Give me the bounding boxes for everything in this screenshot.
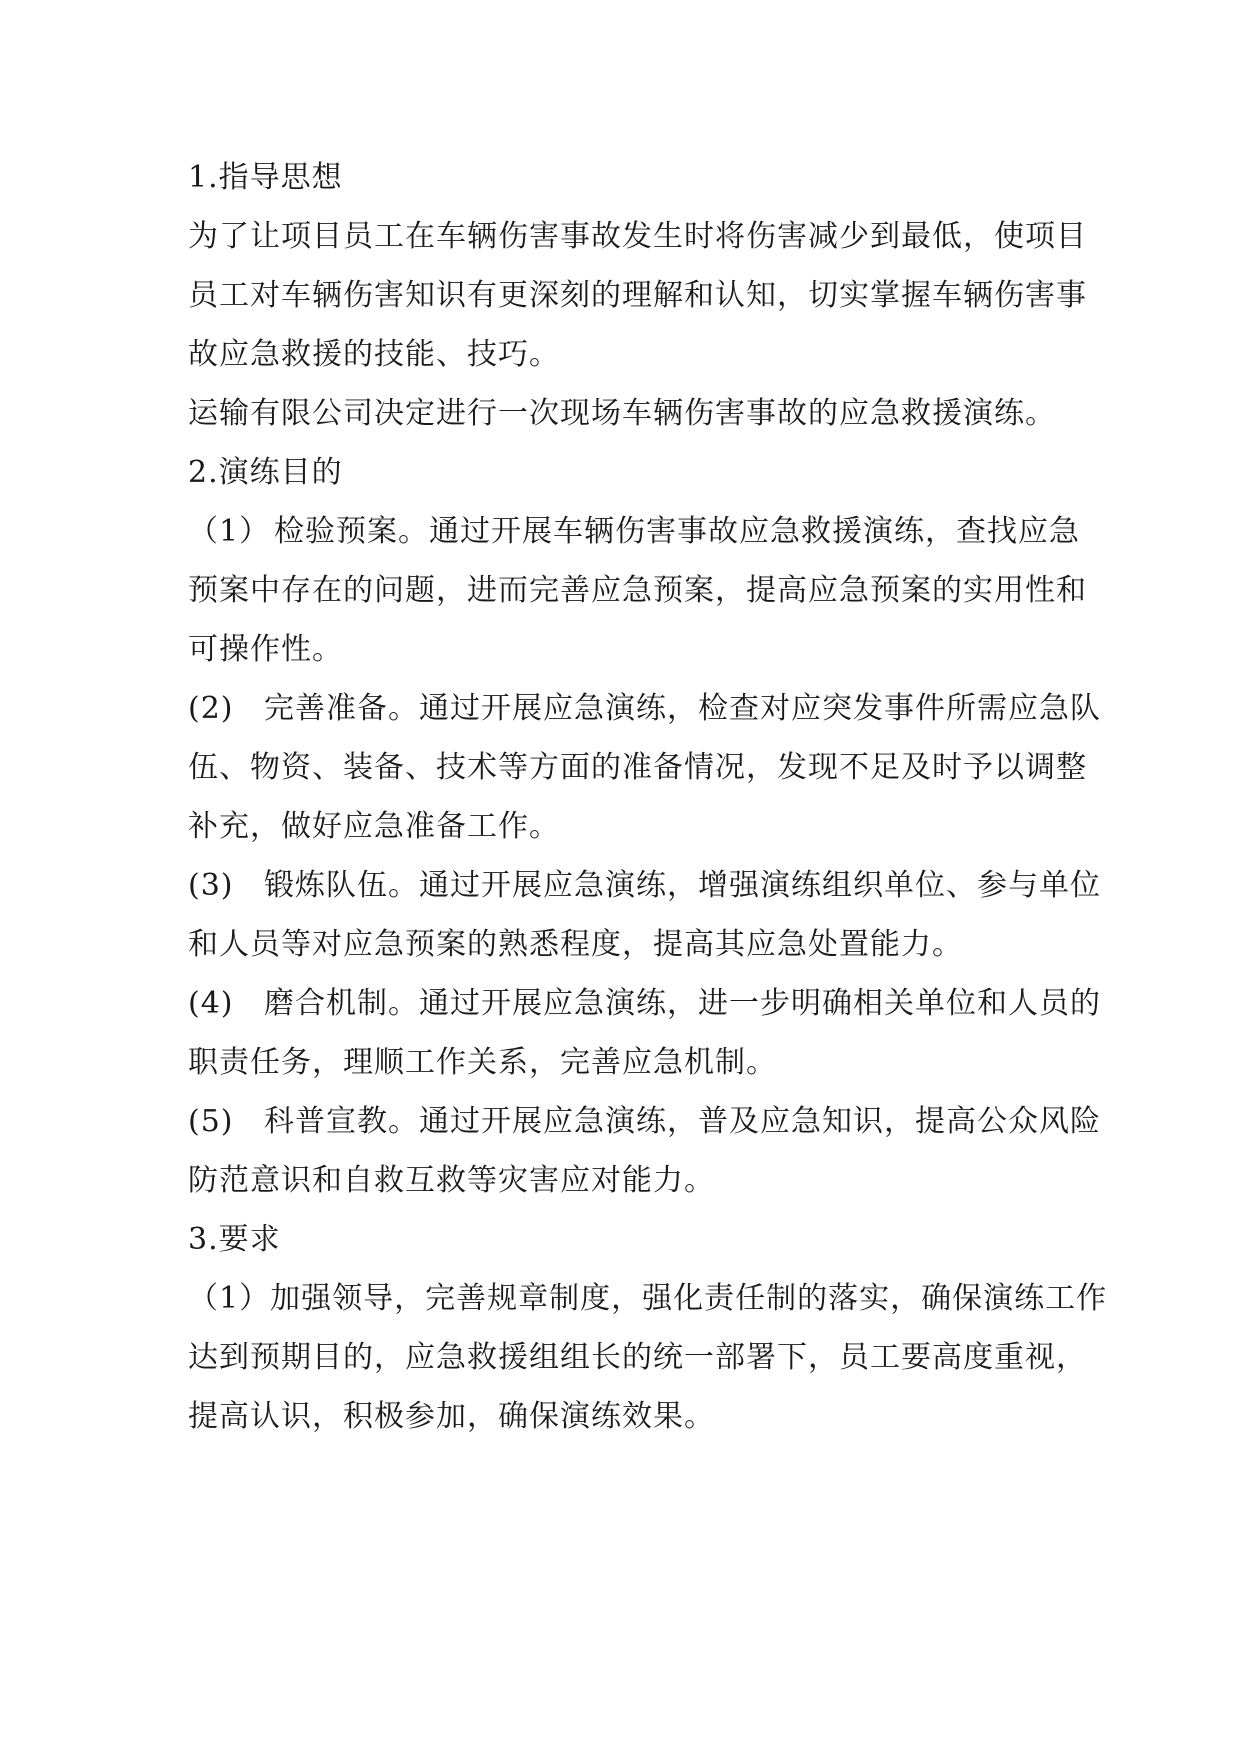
paragraph-line: 提高认识，积极参加，确保演练效果。 — [188, 1399, 715, 1434]
list-marker: (5) — [188, 1104, 234, 1139]
list-item-2 — [188, 689, 1101, 729]
list-item-1 — [188, 512, 1080, 552]
paragraph-line: 可操作性。 — [188, 632, 343, 667]
list-marker: (2) — [188, 691, 234, 726]
paragraph-line: 达到预期目的，应急救援组组长的统一部署下，员工要高度重视， — [188, 1340, 1087, 1375]
section-heading-drill-purpose: 2.演练目的 — [188, 455, 343, 490]
list-item-text: 锻炼队伍。通过开展应急演练，增强演练组织单位、参与单位 — [264, 868, 1101, 903]
section-heading-requirements: 3.要求 — [188, 1222, 281, 1257]
paragraph-line: 故应急救援的技能、技巧。 — [188, 337, 560, 372]
paragraph-line: 补充，做好应急准备工作。 — [188, 809, 560, 844]
paragraph-line: 为了让项目员工在车辆伤害事故发生时将伤害减少到最低，使项目 — [188, 219, 1087, 254]
list-marker: (4) — [188, 986, 234, 1021]
paragraph-line: 和人员等对应急预案的熟悉程度，提高其应急处置能力。 — [188, 927, 963, 962]
list-marker: (3) — [188, 868, 234, 903]
paragraph-line: 预案中存在的问题，进而完善应急预案，提高应急预案的实用性和 — [188, 573, 1087, 608]
list-item-text: 检验预案。通过开展车辆伤害事故应急救援演练，查找应急 — [274, 514, 1080, 549]
paragraph-line: 伍、物资、装备、技术等方面的准备情况，发现不足及时予以调整 — [188, 750, 1087, 785]
list-marker: （1） — [188, 514, 271, 549]
paragraph-line: 防范意识和自救互救等灾害应对能力。 — [188, 1163, 715, 1198]
paragraph-line: 职责任务，理顺工作关系，完善应急机制。 — [188, 1045, 777, 1080]
list-item-text: 完善准备。通过开展应急演练，检查对应突发事件所需应急队 — [264, 691, 1101, 726]
list-item-text: 磨合机制。通过开展应急演练，进一步明确相关单位和人员的 — [264, 986, 1101, 1021]
list-item-3 — [188, 866, 1101, 906]
paragraph-line: 运输有限公司决定进行一次现场车辆伤害事故的应急救援演练。 — [188, 396, 1056, 431]
list-item-5 — [188, 1102, 1101, 1142]
list-item-text: 科普宣教。通过开展应急演练，普及应急知识，提高公众风险 — [264, 1104, 1101, 1139]
paragraph-line: （1）加强领导，完善规章制度，强化责任制的落实，确保演练工作 — [188, 1281, 1108, 1316]
section-heading-guiding-ideology: 1.指导思想 — [188, 160, 343, 195]
paragraph-line: 员工对车辆伤害知识有更深刻的理解和认知，切实掌握车辆伤害事 — [188, 278, 1087, 313]
list-item-4 — [188, 984, 1101, 1024]
